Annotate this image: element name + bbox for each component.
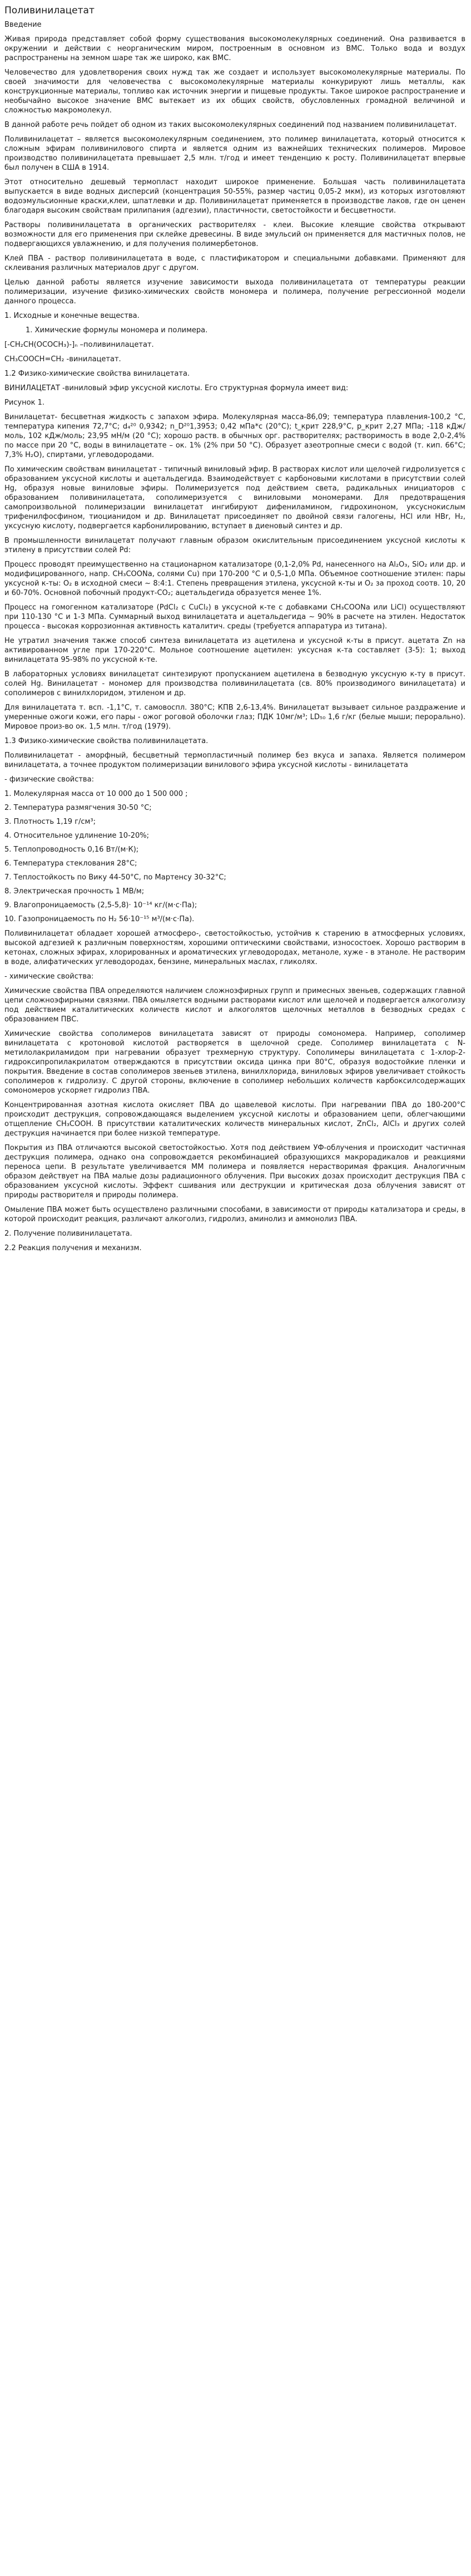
- list-item: 5. Теплопроводность 0,16 Вт/(м·К);: [4, 845, 139, 854]
- subsection-heading: 1. Химические формулы мономера и полимера.: [26, 326, 208, 335]
- section-heading: 2. Получение поливинилацетата.: [4, 1230, 132, 1238]
- subsection-heading: 1.3 Физико-химические свойства поливинилацетата.: [4, 737, 209, 745]
- subsection-heading: 1.2 Физико-химические свойства винилацетата.: [4, 370, 190, 378]
- paragraph: Клей ПВА - раствор поливинилацетата в воде, с пластификатором и специальными добавками. Применяют для склеивания различных материалов друг с другом.: [4, 254, 465, 272]
- list-heading: - химические свойства:: [4, 972, 94, 981]
- page-title: Поливинилацетат: [4, 5, 95, 16]
- properties-list: [4, 789, 465, 924]
- subsection-heading: 2.2 Реакция получения и механизм.: [4, 1244, 142, 1252]
- list-item: 10. Газопроницаемость по H₂ 56·10⁻¹⁵ м³/(м·с·Па).: [4, 915, 195, 923]
- heading-intro: Введение: [4, 21, 42, 29]
- document: [0, 0, 471, 1269]
- paragraph: В лабораторных условиях винилацетат синтезируют пропусканием ацетилена в безводную уксусную к-ту в присут. солей Hg. Винилацетат - мономер для производства поливинилацетата (св. 80% производимого винилацетата) и сополимеров с винилхлоридом, этиленом и др.: [4, 670, 465, 697]
- list-item: 3. Плотность 1,19 г/см³;: [4, 818, 96, 826]
- figure-caption: Рисунок 1.: [4, 399, 44, 407]
- paragraph: Поливинилацетат обладает хорошей атмосферо-, светостойкостью, устойчив к старению в атмосферных условиях, высокой адгезией к различным поверхностям, хорошими оптическими свойствами, износостоек. Хорошо растворим в кетонах, сложных эфирах, хлорированных и ароматических углеводородах, метаноле, хуже - в этаноле. Не растворим в воде, алифатических углеводородах, бензине, минеральных маслах, гликолях.: [4, 930, 465, 966]
- paragraph: В промышленности винилацетат получают главным образом окислительным присоединением уксусной кислоты к этилену в присутствии солей Pd:: [4, 537, 465, 554]
- list-item: 7. Теплостойкость по Вику 44-50°С, по Мартенсу 30-32°С;: [4, 873, 226, 882]
- paragraph: Концентрированная азотная кислота окисляет ПВА до щавелевой кислоты. При нагревании ПВА до 180-200°С происходит деструкция, сопровождающаяся выделением уксусной кислоты и образованием цепи, облегчающими отщепление CH₃COOH. В присутствии каталитических количеств минеральных кислот, ZnCl₂, AlCl₃ и других солей деструкция начинается при более низкой температуре.: [4, 1101, 465, 1138]
- paragraph: ВИНИЛАЦЕТАТ -виниловый эфир уксусной кислоты. Его структурная формула имеет вид:: [4, 384, 349, 392]
- paragraph: Химические свойства ПВА определяются наличием сложноэфирных групп и примесных звеньев, содержащих главной цепи сложноэфирными связями. ПВА омыляется водными растворами кислот или щелочей и подвергается алкоголизу под действием каталитических количеств кислот и алкоголятов щелочных металлов в безводных средах с образованием ПВС.: [4, 987, 465, 1024]
- paragraph: Винилацетат- бесцветная жидкость с запахом эфира. Молекулярная масса-86,09; температура плавления-100,2 °С, температура кипения 72,7°С; d₄²⁰ 0,9342; n_D²⁰1,3953; 0,42 мПа*с (20°С); t_крит 228,9°С, р_крит 2,27 МПа; -118 кДж/моль, 102 кДж/моль; 23,95 мН/м (20 °С); хорошо раств. в обычных орг. растворителях; растворимость в воде 2,0-2,4% по массе при 20 °С, воды в винилацетате – ок. 1% (2% при 50 °С). Образует азеотропные смеси с водой (т. кип. 66°С; 7,3% H₂O), спиртами, углеводородами.: [4, 413, 465, 459]
- paragraph: Растворы поливинилацетата в органических растворителях - клеи. Высокие клеящие свойства открывают возможности для его применения при склейке древесины. В виде эмульсий он применяется для мастичных полов, не подвергающихся увлажнению, и для получения полимербетонов.: [4, 221, 465, 248]
- section-heading: 1. Исходные и конечные вещества.: [4, 312, 140, 320]
- list-item: 6. Температура стеклования 28°С;: [4, 859, 137, 868]
- list-item: 8. Электрическая прочность 1 МВ/м;: [4, 887, 145, 896]
- paragraph: Омыление ПВА может быть осуществлено различными способами, в зависимости от природы катализатора и среды, в которой происходит реакция, различают алкоголиз, гидролиз, аминолиз и аммонолиз ПВА.: [4, 1206, 465, 1223]
- paragraph: Для винилацетата т. всп. -1,1°С, т. самовоспл. 380°С; КПВ 2,6-13,4%. Винилацетат вызывает сильное раздражение и умеренные ожоги кожи, его пары - ожог роговой оболочки глаз; ПДК 10мг/м³; LD₅₀ 1,6 г/кг (белые мыши; перорально). Мировое произ-во ок. 1,5 млн. т/год (1979).: [4, 704, 465, 731]
- paragraph: Целью данной работы является изучение зависимости выхода поливинилацетата от температуры реакции полимеризации, изучение физико-химических свойств мономера и полимера, получение регрессионной модели данного процесса.: [4, 278, 465, 306]
- paragraph: Процесс проводят преимущественно на стационарном катализаторе (0,1-2,0% Pd, нанесенного на Al₂O₃, SiO₂ или др. и модифицированного, напр. CH₃COONa, солями Cu) при 170-200 °С и 0,5-1,0 МПа. Объемное соотношение этилен: пары уксусной к-ты: O₂ в исходной смеси ~ 8:4:1. Степень превращения этилена, уксусной к-ты и O₂ за проход соотв. 10, 20 и 60-70%. Основной побочный продукт-CO₂; ацетальдегида образуется менее 1%.: [4, 561, 465, 597]
- paragraph: Процесс на гомогенном катализаторе (PdCl₂ с CuCl₂) в уксусной к-те с добавками CH₃COONa или LiCl) осуществляют при 110-130 °С и 1-3 МПа. Суммарный выход винилацетата и ацетальдегида ~ 90% в расчете на этилен. Недостаток процесса - высокая коррозионная активность каталитич. среды (требуется аппаратура из титана).: [4, 603, 465, 631]
- paragraph: Химические свойства сополимеров винилацетата зависят от природы сомономера. Например, сополимер винилацетата с кротоновой кислотой растворяется в щелочной среде. Сополимер винилацетата с N-метилолакриламидом при нагревании образует трехмерную структуру. Сополимеры винилацетата с 1-хлор-2-гидроксипропилакрилатом отверждаются в присутствии оксида цинка при 80°С, образуя водостойкие пленки и покрытия. Введение в состав сополимеров звеньев этилена, винилхлорида, виниловых эфиров увеличивает стойкость сополимеров к гидролизу. С другой стороны, включение в сополимер небольших количеств карбоксилсодержащих сомономеров ускоряет гидролиз ПВА.: [4, 1030, 465, 1095]
- formula-monomer: CH₃COOCH=CH₂ -винилацетат.: [4, 355, 121, 363]
- list-item: 1. Молекулярная масса от 10 000 до 1 500 000 ;: [4, 790, 188, 798]
- list-heading: - физические свойства:: [4, 775, 94, 784]
- paragraph: Не утратил значения также способ синтеза винилацетата из ацетилена и уксусной к-ты в присут. ацетата Zn на активированном угле при 170-220°С. Мольное соотношение ацетилен: уксусная к-та составляет (3-5): 1; выход винилацетата 95-98% по уксусной к-те.: [4, 637, 465, 664]
- paragraph: В данной работе речь пойдет об одном из таких высокомолекулярных соединений под названием поливинилацетат.: [4, 121, 457, 129]
- list-item: 4. Относительное удлинение 10-20%;: [4, 832, 150, 840]
- paragraph: Человечество для удовлетворения своих нужд так же создает и использует высокомолекулярные материалы. По своей значимости для человечества с высокомолекулярные материалы конкурируют лишь металлы, как конструкционные материалы, топливо как источник энергии и пищевые продукты. Такое широкое распространение и необычайно высокое значение ВМС вытекает из их общих свойств, обусловленных громадной величиной и сложностью макромолекул.: [4, 68, 465, 115]
- formula-polymer: [-CH₂CH(OCOCH₃)-]ₙ –поливинилацетат.: [4, 341, 154, 349]
- paragraph: Этот относительно дешевый термопласт находит широкое применение. Большая часть поливинилацетата выпускается в виде водных дисперсий (концентрация 50-55%, размер частиц 0,05-2 мкм), из которых изготовляют водоэмульсионные краски,клеи, шпатлевки и др. Поливинилацетат применяется в производстве лаков, где он ценен благодаря высоким свойствам прилипания (адгезии), пластичности, светостойкости и бесцветности.: [4, 178, 465, 215]
- paragraph: По химическим свойствам винилацетат - типичный виниловый эфир. В растворах кислот или щелочей гидролизуется с образованием уксусной кислоты и ацетальдегида. Взаимодействует с карбоновыми кислотами в присутствии солей Hg, образуя новые виниловые эфиры. Полимеризуется под действием света, радикальных инициаторов с образованием поливинилацетата, сополимеризуется с виниловыми мономерами. Для предотвращения самопроизвольной полимеризации винилацетат ингибируют дифениламином, гидрохиноном, уксуснокислым трифенилфосфином, тиоцианидом и др. Винилацетат присоединяет по двойной связи галогены, HCl или HBr, H₂, уксусную кислоту, подвергается карбонилированию, вступает в диеновый синтез и др.: [4, 465, 465, 530]
- list-item: 9. Влагопроницаемость (2,5-5,8)· 10⁻¹⁴ кг/(м·с·Па);: [4, 901, 197, 910]
- paragraph: Поливинилацетат – является высокомолекулярным соединением, это полимер винилацетата, который относится к сложным эфирам поливинилового спирта и является одним из важнейших технических полимеров. Мировое производство поливинилацетата превышает 2,5 млн. т/год и имеет тенденцию к росту. Поливинилацетат впервые был получен в США в 1914.: [4, 135, 465, 172]
- list-item: 2. Температура размягчения 30-50 °С;: [4, 804, 152, 812]
- paragraph: Покрытия из ПВА отличаются высокой светостойкостью. Хотя под действием УФ-облучения и происходит частичная деструкция полимера, однако она сопровождается рекомбинацией образующихся макрорадикалов и реакциями переноса цепи. В результате увеличивается ММ полимера и появляется нерастворимая фракция. Аналогичным образом действует на ПВА малые дозы радиационного облучения. При высоких дозах происходит деструкция ПВА с образованием уксусной кислоты. Эффект сшивания или деструкции и критическая доза облучения зависят от природы растворителя и природы полимера.: [4, 1144, 465, 1199]
- paragraph: Живая природа представляет собой форму существования высокомолекулярных соединений. Она развивается в окружении и действии с неорганическим миром, построенным в основном из ВМС. Только вода и воздух распространены на земном шаре так же широко, как ВМС.: [4, 35, 465, 62]
- paragraph: Поливинилацетат - аморфный, бесцветный термопластичный полимер без вкуса и запаха. Является полимером винилацетата, а точнее продуктом полимеризации винилового эфира уксусной кислоты - винилацетата: [4, 751, 465, 769]
